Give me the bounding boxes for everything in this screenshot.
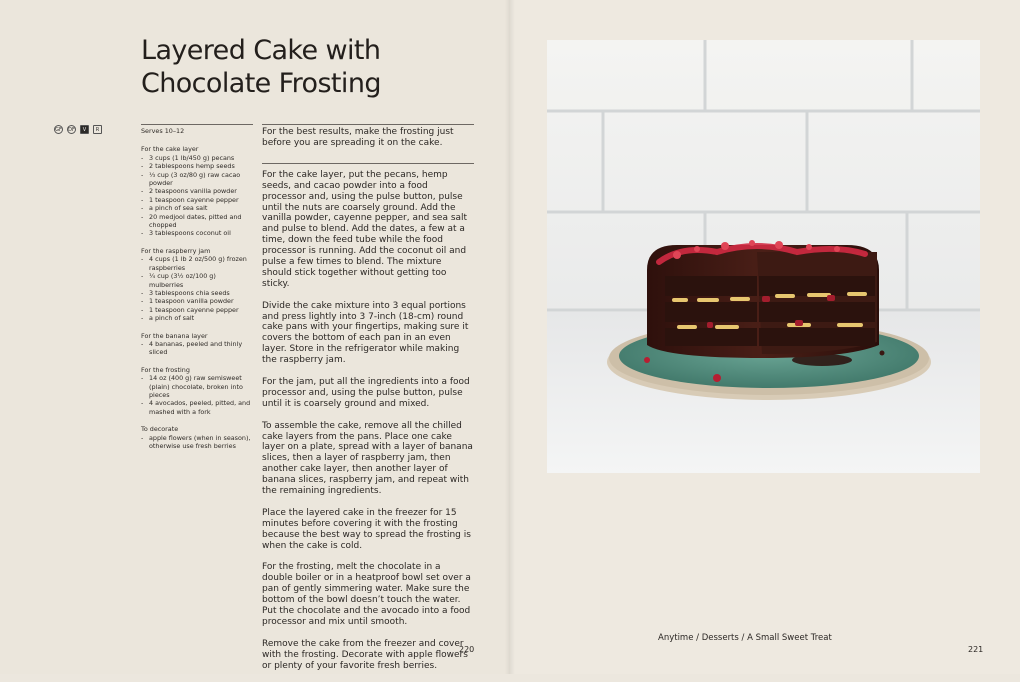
method-step: Divide the cake mixture into 3 equal portions and press lightly into 3 7-inch (18-cm) round cake pans with your fingertips, making sure it covers the bottom of each pan in an even layer. Store in the refrigerator while making the raspberry jam. xyxy=(262,300,469,366)
ingredient-item: - ⅓ cup (3 oz/80 g) raw cacao powder xyxy=(141,171,251,188)
ingredient-group xyxy=(141,332,251,357)
ingredient-group-title: To decorate xyxy=(141,425,179,434)
ingredient-group-title: For the banana layer xyxy=(141,331,208,340)
raw-icon: R xyxy=(93,125,102,134)
ingredient-item: - 2 teaspoons vanilla powder xyxy=(141,187,251,195)
ingredient-item: - 14 oz (400 g) raw semisweet (plain) chocolate, broken into pieces xyxy=(141,374,251,399)
method-rule xyxy=(262,124,474,125)
ingredients-column xyxy=(141,127,251,459)
diet-icons xyxy=(54,125,102,134)
ingredient-list xyxy=(141,340,251,357)
page-number-left: 220 xyxy=(459,645,475,654)
ingredient-list xyxy=(141,374,251,416)
ingredient-item: - 3 cups (1 lb/450 g) pecans xyxy=(141,154,251,162)
ingredient-item: - 4 cups (1 lb 2 oz/500 g) frozen raspberries xyxy=(141,255,251,272)
method-step: Place the layered cake in the freezer for 15 minutes before covering it with the frosting because the best way to spread the frosting is when the cake is cold. xyxy=(262,507,471,551)
method-step: For the jam, put all the ingredients into a food processor and, using the pulse button, pulse until it is coarsely ground and mixed. xyxy=(262,377,470,409)
method-step: Remove the cake from the freezer and cover with the frosting. Decorate with apple flowers or plenty of your favorite fresh berries. xyxy=(262,638,468,671)
ingredient-item: - 3 tablespoons coconut oil xyxy=(141,229,251,237)
method-column xyxy=(262,127,474,682)
ingredient-item: - 20 medjool dates, pitted and chopped xyxy=(141,213,251,230)
method-step: To assemble the cake, remove all the chilled cake layers from the pans. Place one cake layer on a plate, spread with a layer of banana slices, then a layer of raspberry jam, then another cake layer, then another layer of banana slices, raspberry jam, and repeat with the remaining ingredients. xyxy=(262,420,473,497)
ingredient-item: - 1 teaspoon cayenne pepper xyxy=(141,306,251,314)
ingredient-item: - a pinch of sea salt xyxy=(141,204,251,212)
ingredient-group xyxy=(141,145,251,237)
serves-text: Serves 10–12 xyxy=(141,127,185,135)
gluten-free-icon: GF xyxy=(55,127,62,133)
running-head: Anytime / Desserts / A Small Sweet Treat xyxy=(658,633,832,643)
method-step: For the cake layer, put the pecans, hemp seeds, and cacao powder into a food processor and, using the pulse button, pulse until the nuts are coarsely ground. Add the vanilla powder, cayenne pepper, and sea salt and pulse to blend. Add the dates, a few at a time, down the feed tube while the food processor is running. Add the coconut oil and pulse a few times to blend. The mixture should stick together without getting too sticky. xyxy=(262,169,468,289)
ingredient-item: - a pinch of salt xyxy=(141,314,251,322)
title-line-2: Chocolate Frosting xyxy=(141,68,381,99)
tip-divider xyxy=(262,163,474,164)
cake-photo xyxy=(547,40,980,473)
ingredient-group-title: For the cake layer xyxy=(141,145,199,154)
ingredients-rule xyxy=(141,124,253,125)
ingredient-item: - 4 bananas, peeled and thinly sliced xyxy=(141,340,251,357)
ingredient-group xyxy=(141,247,251,323)
vegan-icon: V xyxy=(80,125,89,134)
dairy-free-icon: DF xyxy=(68,127,75,133)
tip-text: For the best results, make the frosting just before you are spreading it on the cake. xyxy=(262,127,454,148)
ingredient-list xyxy=(141,154,251,238)
ingredient-item: - 2 tablespoons hemp seeds xyxy=(141,162,251,170)
ingredient-item: - apple flowers (when in season), otherwise use fresh berries xyxy=(141,434,251,451)
book-gutter xyxy=(505,0,515,674)
ingredient-group-title: For the raspberry jam xyxy=(141,246,211,255)
page-number-right: 221 xyxy=(968,645,984,654)
ingredient-group-title: For the frosting xyxy=(141,365,190,374)
title-line-1: Layered Cake with xyxy=(141,35,381,66)
method-step: For the frosting, melt the chocolate in a double boiler or in a heatproof bowl set over a pan of gently simmering water. Make sure the bottom of the bowl doesn’t touch the water. Put the chocolate and the avocado into a food processor and mix until smooth. xyxy=(262,562,471,627)
ingredient-groups xyxy=(141,145,251,450)
ingredient-group xyxy=(141,366,251,416)
recipe-title xyxy=(141,34,471,100)
ingredient-item: - 3 tablespoons chia seeds xyxy=(141,289,251,297)
ingredient-list xyxy=(141,255,251,322)
ingredient-group xyxy=(141,425,251,450)
ingredient-item: - 1 teaspoon cayenne pepper xyxy=(141,196,251,204)
ingredient-list xyxy=(141,434,251,451)
cake-illustration xyxy=(547,40,980,473)
ingredient-item: - ¼ cup (3½ oz/100 g) mulberries xyxy=(141,272,251,289)
method-steps xyxy=(262,170,474,672)
ingredient-item: - 4 avocados, peeled, pitted, and mashed with a fork xyxy=(141,399,251,416)
ingredient-item: - 1 teaspoon vanilla powder xyxy=(141,297,251,305)
